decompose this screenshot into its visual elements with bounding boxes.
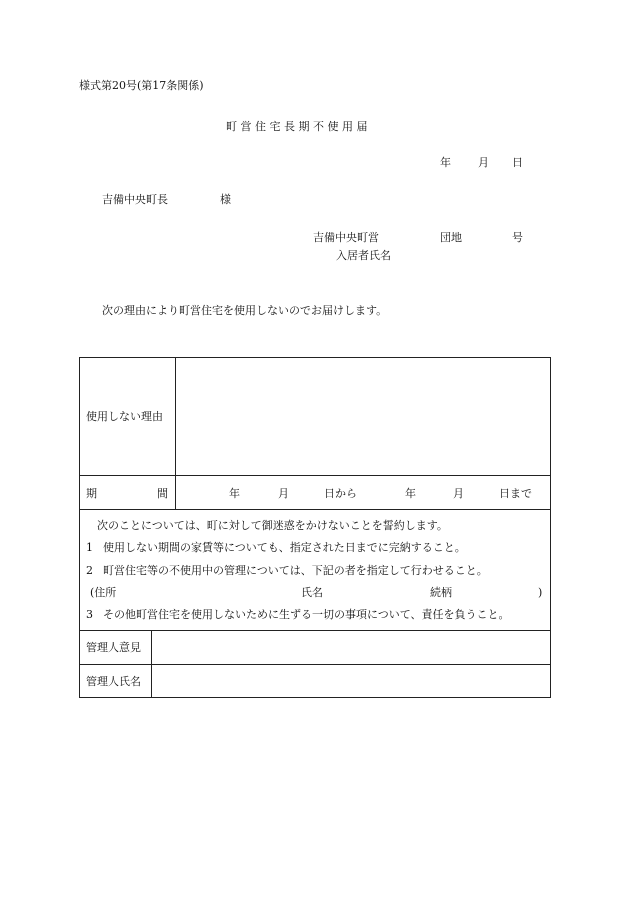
pledge-1-text: 使用しない期間の家賃等についても、指定された日までに完納すること。 — [103, 541, 466, 554]
unit-number-label: 号 — [512, 231, 523, 244]
pledge-2-number: 2 — [86, 564, 93, 577]
addressee-honorific: 様 — [220, 193, 231, 206]
form-title: 町 営 住 宅 長 期 不 使 用 届 — [226, 120, 368, 133]
pledge-3-number: 3 — [86, 608, 93, 621]
pledge-2-name-label: 氏名 — [301, 586, 323, 599]
form-number: 様式第20号(第17条関係) — [79, 79, 204, 92]
date-day-label: 日 — [512, 156, 523, 169]
manager-name-field[interactable] — [152, 665, 550, 697]
period-to-day: 日まで — [499, 487, 532, 500]
pledge-3-text: その他町営住宅を使用しないために生ずる一切の事項について、責任を負うこと。 — [103, 608, 510, 621]
complex-label: 団地 — [440, 231, 462, 244]
manager-opinion-label: 管理人意見 — [86, 641, 141, 654]
reason-field[interactable] — [176, 358, 550, 475]
housing-label: 吉備中央町営 — [313, 231, 379, 244]
form-table — [79, 357, 551, 698]
pledge-2-close-paren: ) — [538, 586, 543, 599]
pledge-2-text: 町営住宅等の不使用中の管理については、下記の者を指定して行わせること。 — [103, 564, 488, 577]
pledge-1-number: 1 — [86, 541, 93, 554]
period-label-2: 間 — [157, 487, 168, 500]
row-divider — [80, 509, 550, 510]
resident-name-label: 入居者氏名 — [336, 249, 391, 262]
date-year-label: 年 — [440, 156, 451, 169]
pledge-intro: 次のことについては、町に対して御迷惑をかけないことを誓約します。 — [97, 519, 448, 532]
pledge-2-relation-label: 続柄 — [430, 586, 452, 599]
addressee-name: 吉備中央町長 — [102, 193, 168, 206]
date-month-label: 月 — [478, 156, 489, 169]
period-label-1: 期 — [86, 487, 97, 500]
period-from-year: 年 — [229, 487, 240, 500]
period-to-month: 月 — [453, 487, 464, 500]
intro-text: 次の理由により町営住宅を使用しないのでお届けします。 — [102, 304, 388, 317]
period-from-day: 日から — [324, 487, 357, 500]
period-to-year: 年 — [405, 487, 416, 500]
manager-name-label: 管理人氏名 — [86, 675, 141, 688]
pledge-2-address-label: (住所 — [90, 586, 117, 599]
manager-opinion-field[interactable] — [152, 631, 550, 664]
reason-label: 使用しない理由 — [86, 410, 163, 423]
row-divider — [80, 475, 550, 476]
period-from-month: 月 — [278, 487, 289, 500]
